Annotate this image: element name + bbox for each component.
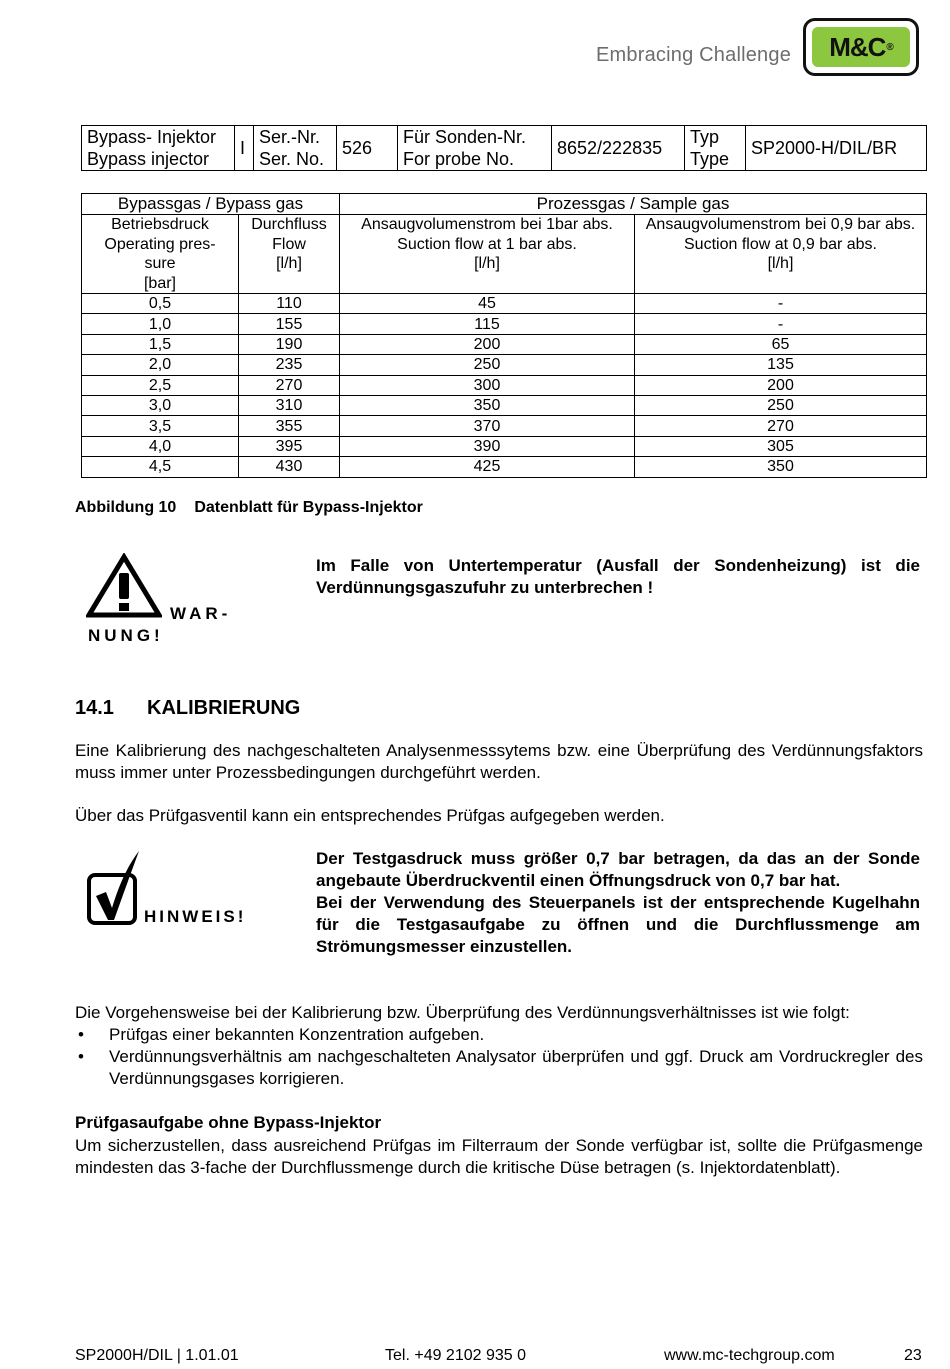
table-cell: 65 [635, 334, 927, 354]
probe-label-en: For probe No. [403, 149, 515, 169]
table-cell: 250 [340, 355, 635, 375]
note-text [316, 848, 920, 958]
flow-column-header [239, 215, 340, 294]
table-cell: 4,0 [82, 436, 239, 456]
table-row [82, 457, 927, 477]
header-line: Suction flow at 0,9 bar abs. [684, 235, 877, 253]
table-cell: 115 [340, 314, 635, 334]
paragraph-test-gas-amount: Um sicherzustellen, dass ausreichend Prüfgas im Filterraum der Sonde verfügbar ist, sollte die Prüfgasmenge mindesten das 3-fache der Durchflussmenge durch die kritische Düse betragen (s. Injektordatenblatt). [75, 1136, 923, 1177]
table-cell: 1,5 [82, 334, 239, 354]
logo-text: M&C [829, 31, 886, 62]
process-gas-header: Prozessgas / Sample gas [340, 194, 927, 215]
table-row [82, 355, 927, 375]
table-cell: 350 [340, 395, 635, 415]
table-cell: 270 [239, 375, 340, 395]
header-line: Ansaugvolumenstrom bei 1bar abs. [361, 216, 613, 233]
table-cell: 155 [239, 314, 340, 334]
type-value-cell: SP2000-H/DIL/BR [746, 126, 927, 171]
caption-label: Abbildung 10 [75, 499, 177, 516]
probe-label-de: Für Sonden-Nr. [403, 127, 527, 147]
footer-doc-id: SP2000H/DIL | 1.01.01 [75, 1347, 239, 1364]
table-cell: 110 [239, 294, 340, 314]
header-tagline: Embracing Challenge [596, 44, 792, 66]
table-cell: 350 [635, 457, 927, 477]
table-cell: 135 [635, 355, 927, 375]
table-row [82, 314, 927, 334]
table-cell: - [635, 294, 927, 314]
serial-label-cell [254, 126, 337, 171]
table-cell: 270 [635, 416, 927, 436]
table-cell: 250 [635, 395, 927, 415]
logo-badge [812, 27, 910, 67]
table-row [82, 334, 927, 354]
caption-text: Datenblatt für Bypass-Injektor [194, 499, 423, 516]
note-text-control-panel: Bei der Verwendung des Steuerpanels ist der entsprechende Kugelhahn für die Testgasaufgabe zu öffnen und die Durchflussmenge am Strömungsmesser einzustellen. [316, 893, 920, 956]
table-cell: 310 [239, 395, 340, 415]
table-cell: 1,0 [82, 314, 239, 334]
suction-09bar-column-header [635, 215, 927, 294]
type-label-cell [685, 126, 746, 171]
table-cell: 3,5 [82, 416, 239, 436]
injector-info-table [81, 125, 927, 171]
table-cell: 235 [239, 355, 340, 375]
serial-label-de: Ser.-Nr. [259, 127, 321, 147]
list-item: • Prüfgas einer bekannten Konzentration aufgeben. [75, 1024, 923, 1046]
table-cell: 200 [635, 375, 927, 395]
probe-value-cell: 8652/222835 [552, 126, 685, 171]
suction-1bar-column-header [340, 215, 635, 294]
procedure-list [75, 1024, 923, 1090]
type-label-en: Type [690, 149, 730, 169]
header-line: [bar] [143, 274, 176, 292]
header-line: Durchfluss [251, 216, 327, 233]
table-cell: - [635, 314, 927, 334]
table-row [82, 395, 927, 415]
header-line: [l/h] [767, 255, 794, 272]
serial-label-en: Ser. No. [259, 149, 325, 169]
table-row [82, 416, 927, 436]
header-line: Flow [272, 235, 306, 253]
table-cell: 4,5 [82, 457, 239, 477]
product-name-de: Bypass- Injektor [87, 127, 217, 147]
warning-label-part2: NUNG! [88, 626, 164, 645]
table-cell: 300 [340, 375, 635, 395]
table-cell: 0,5 [82, 294, 239, 314]
section-number: 14.1 [75, 697, 114, 719]
table-cell: 305 [635, 436, 927, 456]
logo-registered-mark: ® [886, 41, 893, 53]
note-label: HINWEIS! [144, 907, 247, 926]
table-cell: 430 [239, 457, 340, 477]
header-line: sure [144, 255, 176, 272]
header-line: Betriebsdruck [111, 216, 209, 233]
paragraph-calibration-intro: Eine Kalibrierung des nachgeschalteten Analysenmesssytems bzw. eine Überprüfung des Verdünnungsfaktors muss immer unter Prozessbedingungen durchgeführt werden. [75, 741, 923, 782]
table-cell: 370 [340, 416, 635, 436]
pressure-column-header [82, 215, 239, 294]
table-cell: 45 [340, 294, 635, 314]
header-line: [l/h] [276, 255, 302, 272]
table-cell: 2,5 [82, 375, 239, 395]
product-name-en: Bypass injector [87, 149, 210, 169]
bypass-data-table [81, 193, 927, 478]
table-cell: 190 [239, 334, 340, 354]
list-item: • Verdünnungsverhältnis am nachgeschalteten Analysator überprüfen und ggf. Druck am Vordruckregler des Verdünnungsgases korrigieren. [75, 1046, 923, 1090]
header-line: Suction flow at 1 bar abs. [397, 235, 577, 253]
paragraph-procedure: Die Vorgehensweise bei der Kalibrierung bzw. Überprüfung des Verdünnungsverhältnisses ist wie folgt: [75, 1003, 850, 1022]
header-line: Ansaugvolumenstrom bei 0,9 bar abs. [645, 216, 916, 233]
table-cell: 395 [239, 436, 340, 456]
table-row [82, 436, 927, 456]
table-cell: 2,0 [82, 355, 239, 375]
table-cell: 3,0 [82, 395, 239, 415]
product-cell [82, 126, 235, 171]
table-cell: 390 [340, 436, 635, 456]
table-cell: 200 [340, 334, 635, 354]
footer-page-number: 23 [904, 1347, 922, 1364]
footer-website[interactable]: www.mc-techgroup.com [664, 1347, 835, 1364]
bypass-gas-header: Bypassgas / Bypass gas [82, 194, 340, 215]
note-text-pressure: Der Testgasdruck muss größer 0,7 bar betragen, da das an der Sonde angebaute Überdruckventil einen Öffnungsdruck von 0,7 bar hat. [316, 849, 920, 890]
footer-phone: Tel. +49 2102 935 0 [385, 1347, 527, 1364]
header-line: Operating pres- [104, 235, 216, 253]
figure-caption [75, 499, 423, 517]
table-cell: 425 [340, 457, 635, 477]
warning-text: Im Falle von Untertemperatur (Ausfall der Sondenheizung) ist die Verdünnungsgaszufuhr zu unterbrechen ! [316, 556, 920, 597]
serial-value-cell: 526 [337, 126, 398, 171]
type-label-de: Typ [690, 127, 720, 147]
table-cell: 355 [239, 416, 340, 436]
checkmark-note-icon [86, 848, 142, 926]
subheading-test-gas: Prüfgasaufgabe ohne Bypass-Injektor [75, 1113, 382, 1132]
table-row [82, 294, 927, 314]
company-logo [803, 18, 919, 76]
section-title: KALIBRIERUNG [147, 697, 301, 719]
warning-triangle-icon [86, 553, 162, 619]
header-line: [l/h] [474, 255, 500, 272]
variant-cell: I [235, 126, 254, 171]
probe-label-cell [398, 126, 552, 171]
section-heading [75, 697, 300, 720]
table-row [82, 375, 927, 395]
paragraph-test-gas-valve: Über das Prüfgasventil kann ein entsprechendes Prüfgas aufgegeben werden. [75, 806, 665, 825]
data-table-body [82, 294, 927, 478]
warning-label-part1: WAR- [170, 604, 232, 623]
